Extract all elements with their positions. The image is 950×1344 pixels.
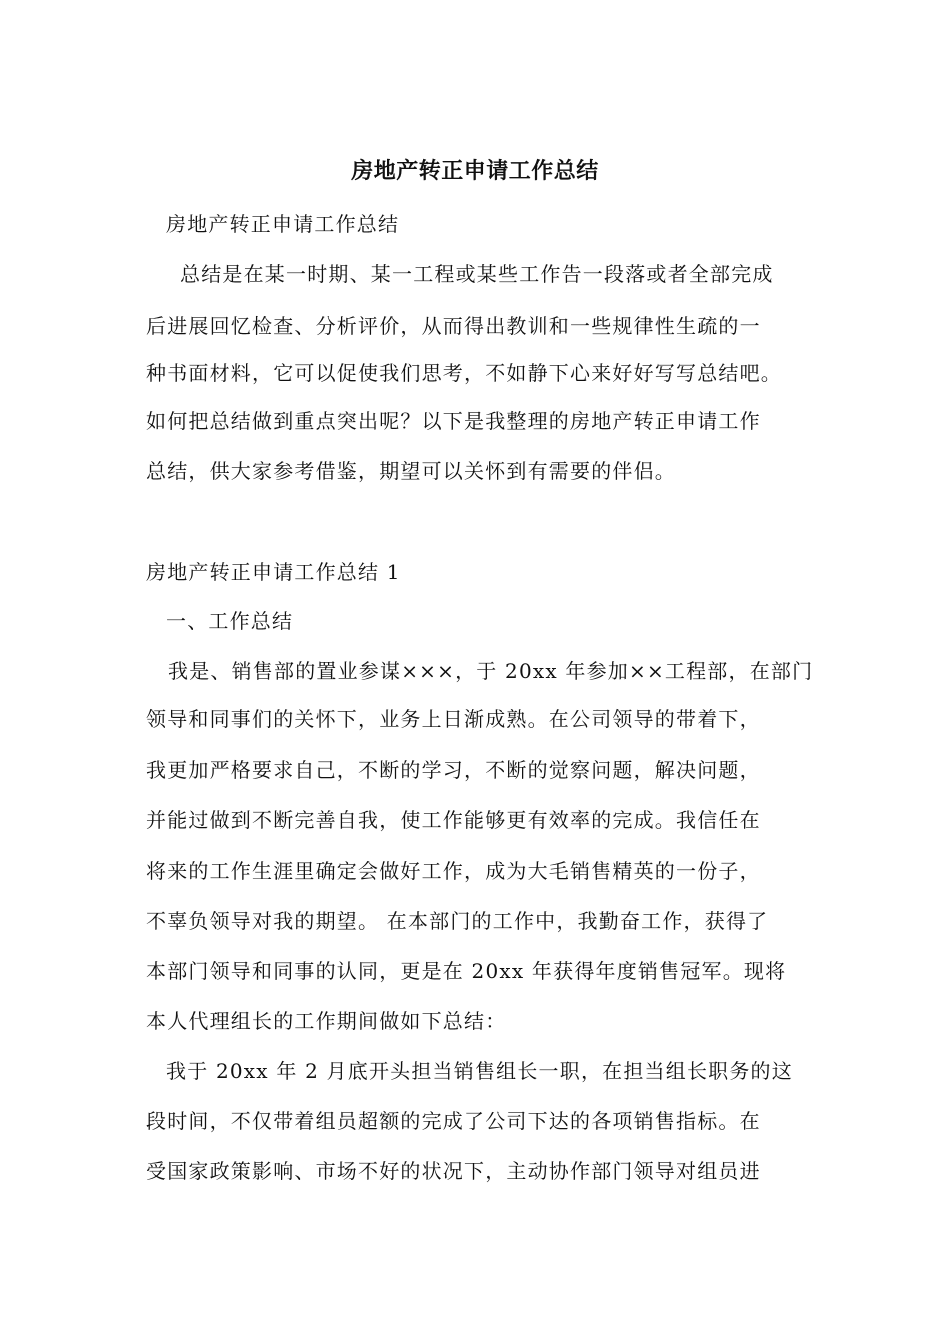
paragraph-line: 受国家政策影响、市场不好的状况下，主动协作部门领导对组员进 <box>146 1159 761 1183</box>
document-title: 房地产转正申请工作总结 <box>351 158 599 184</box>
subtitle-line: 房地产转正申请工作总结 <box>166 212 400 236</box>
subsection-heading: 一、工作总结 <box>166 609 294 633</box>
paragraph-line: 段时间，不仅带着组员超额的完成了公司下达的各项销售指标。在 <box>146 1109 761 1133</box>
section-heading: 房地产转正申请工作总结 1 <box>146 560 401 584</box>
paragraph-line: 将来的工作生涯里确定会做好工作，成为大毛销售精英的一份子， <box>146 859 761 883</box>
paragraph-line: 领导和同事们的关怀下，业务上日渐成熟。在公司领导的带着下， <box>146 707 761 731</box>
paragraph-line: 种书面材料，它可以促使我们思考，不如静下心来好好写写总结吧。 <box>146 361 782 385</box>
paragraph-line: 本人代理组长的工作期间做如下总结： <box>146 1009 507 1033</box>
paragraph-line: 总结，供大家参考借鉴，期望可以关怀到有需要的伴侣。 <box>146 459 676 483</box>
paragraph-line: 我更加严格要求自己，不断的学习，不断的觉察问题，解决问题， <box>146 758 761 782</box>
paragraph-line: 并能过做到不断完善自我，使工作能够更有效率的完成。我信任在 <box>146 808 761 832</box>
paragraph-line: 如何把总结做到重点突出呢？以下是我整理的房地产转正申请工作 <box>146 409 761 433</box>
paragraph-line: 我于 20xx 年 2 月底开头担当销售组长一职，在担当组长职务的这 <box>166 1059 793 1083</box>
paragraph-line: 我是、销售部的置业参谋×××，于 20xx 年参加××工程部，在部门 <box>168 659 814 683</box>
paragraph-line: 不辜负领导对我的期望。 在本部门的工作中，我勤奋工作，获得了 <box>146 909 769 933</box>
paragraph-line: 总结是在某一时期、某一工程或某些工作告一段落或者全部完成 <box>180 262 774 286</box>
paragraph-line: 本部门领导和同事的认同，更是在 20xx 年获得年度销售冠军。现将 <box>146 959 787 983</box>
paragraph-line: 后进展回忆检查、分析评价，从而得出教训和一些规律性生疏的一 <box>146 314 761 338</box>
